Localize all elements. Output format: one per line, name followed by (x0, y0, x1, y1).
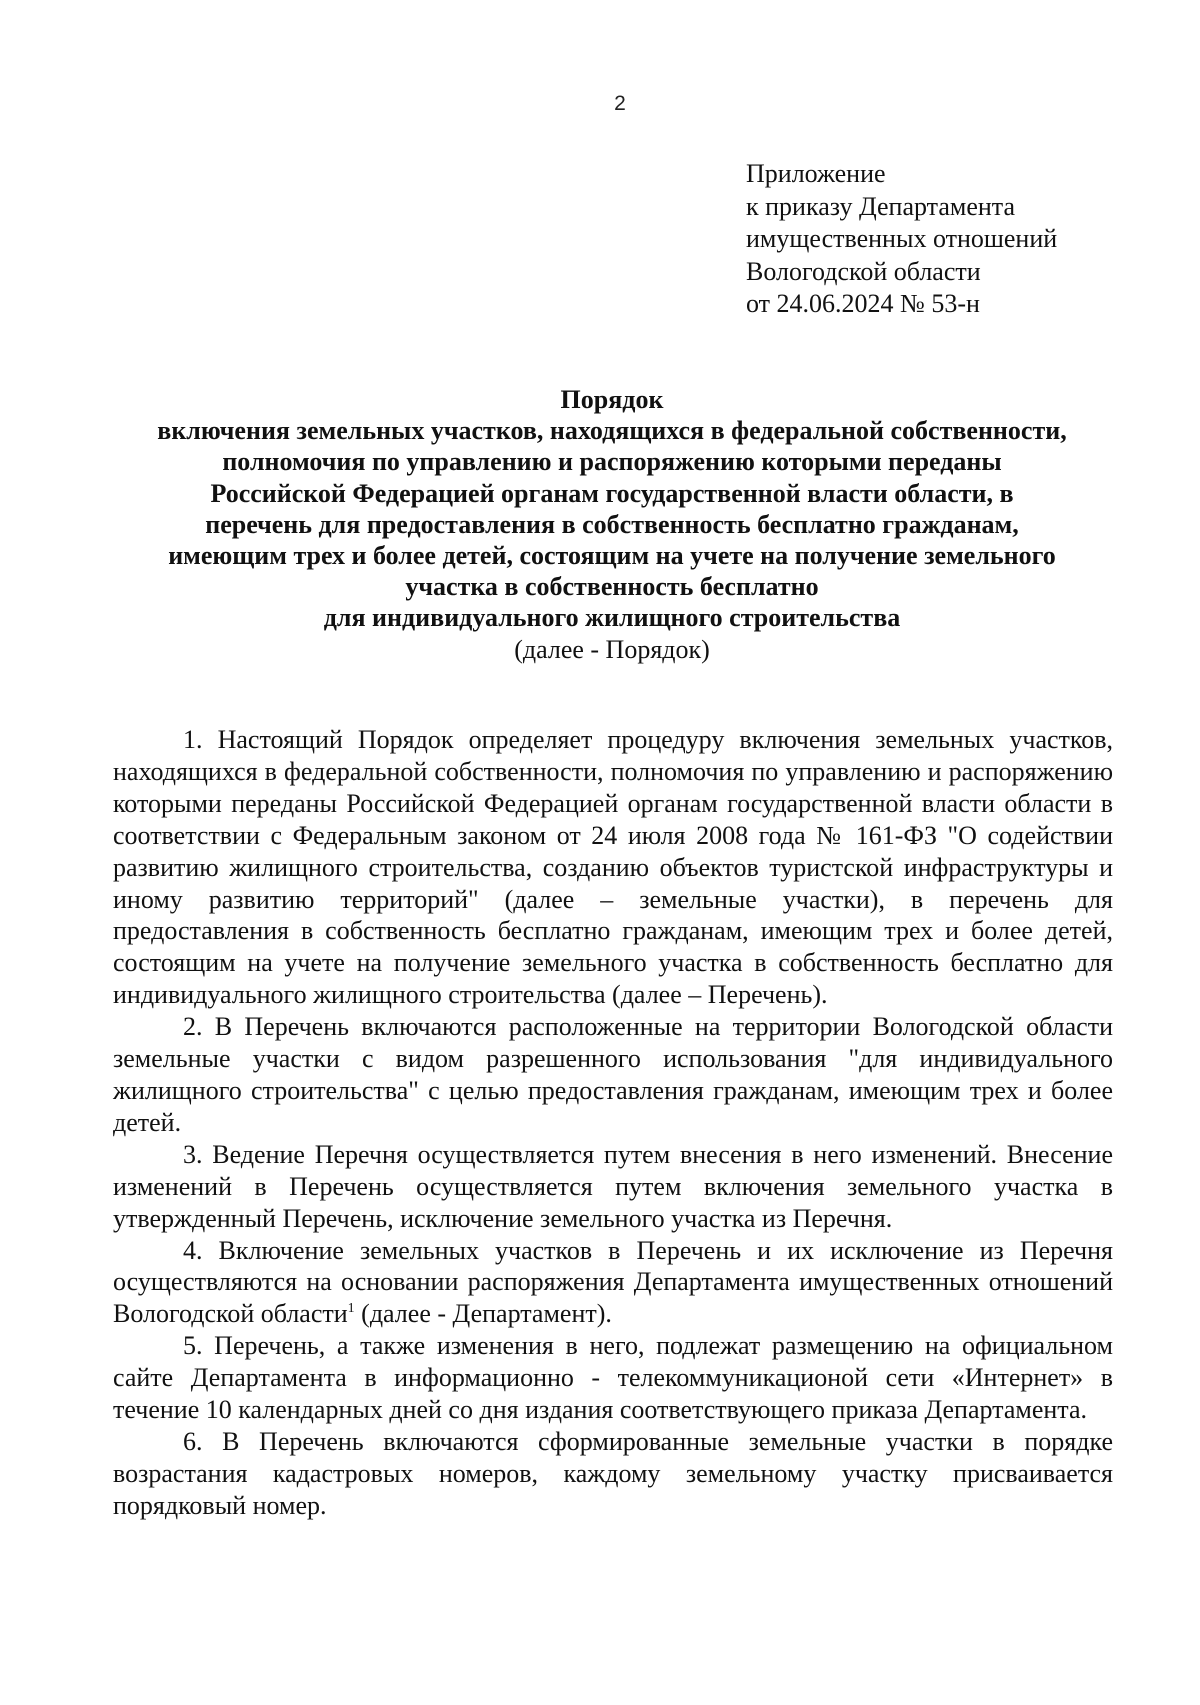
paragraph-2: 2. В Перечень включаются расположенные на территории Вологодской области земельные участки с видом разрешенного использования "для индивидуального жилищного строительства" с целью предоставления гражданам, имеющим трех и более детей. (113, 1012, 1113, 1137)
title-line: имеющим трех и более детей, состоящим на учете на получение земельного (168, 541, 1056, 571)
appendix-line: имущественных отношений (746, 224, 1058, 253)
paragraph-4-text: 4. Включение земельных участков в Перечень и их исключение из Перечня осуществляются на основании распоряжения Департамента имущественных отношений Вологодской области (113, 1235, 1113, 1329)
appendix-block (746, 158, 1057, 321)
footnote-marker: 1 (347, 1301, 355, 1317)
title-note: (далее - Порядок) (514, 634, 710, 664)
appendix-line: к приказу Департамента (746, 191, 1016, 221)
paragraph-4 (113, 1235, 1113, 1331)
paragraph-3: 3. Ведение Перечня осуществляется путем внесения в него изменений. Внесение изменений в Перечень осуществляется путем включения земельного участка в утвержденный Перечень, исключение земельного участка из Перечня. (113, 1139, 1113, 1233)
document-body (113, 724, 1113, 1522)
paragraph-1: 1. Настоящий Порядок определяет процедуру включения земельных участков, находящихся в федеральной собственности, полномочия по управлению и распоряжению которыми переданы Российской Федерацией органам государственной власти области в соответствии с Федеральным законом от 24 июля 2008 года № 161-ФЗ "О содействии развитию жилищного строительства, созданию объектов туристской инфраструктуры и иному развитию территорий" (далее – земельные участки), в перечень для предоставления в собственность бесплатно гражданам, имеющим трех и более детей, состоящим на учете на получение земельного участка в собственность бесплатно для индивидуального жилищного строительства (далее – Перечень). (113, 725, 1113, 1010)
title-line: участка в собственность бесплатно (405, 572, 819, 602)
title-line: перечень для предоставления в собственность бесплатно гражданам, (205, 509, 1019, 539)
paragraph-4-text-end: (далее - Департамент). (354, 1299, 612, 1329)
document-title (110, 384, 1114, 634)
title-heading: Порядок (560, 385, 664, 414)
appendix-line: Вологодской области (746, 256, 981, 286)
title-line: включения земельных участков, находящихся в федеральной собственности, (157, 416, 1067, 446)
title-line: для индивидуального жилищного строительства (323, 603, 901, 633)
appendix-line: от 24.06.2024 № 53-н (746, 289, 980, 318)
page-number: 2 (614, 92, 626, 115)
document-title-block (110, 384, 1114, 665)
paragraph-6: 6. В Перечень включаются сформированные земельные участки в порядке возрастания кадастровых номеров, каждому земельному участку присваивается порядковый номер. (113, 1426, 1113, 1520)
title-line: полномочия по управлению и распоряжению которыми переданы (222, 447, 1002, 477)
paragraph-5: 5. Перечень, а также изменения в него, подлежат размещению на официальном сайте Департамента в информационно - телекоммуникационой сети «Интернет» в течение 10 календарных дней со дня издания соответствующего приказа Департамента. (113, 1331, 1113, 1425)
title-line: Российской Федерацией органам государственной власти области, в (210, 478, 1014, 508)
appendix-line: Приложение (746, 159, 886, 188)
